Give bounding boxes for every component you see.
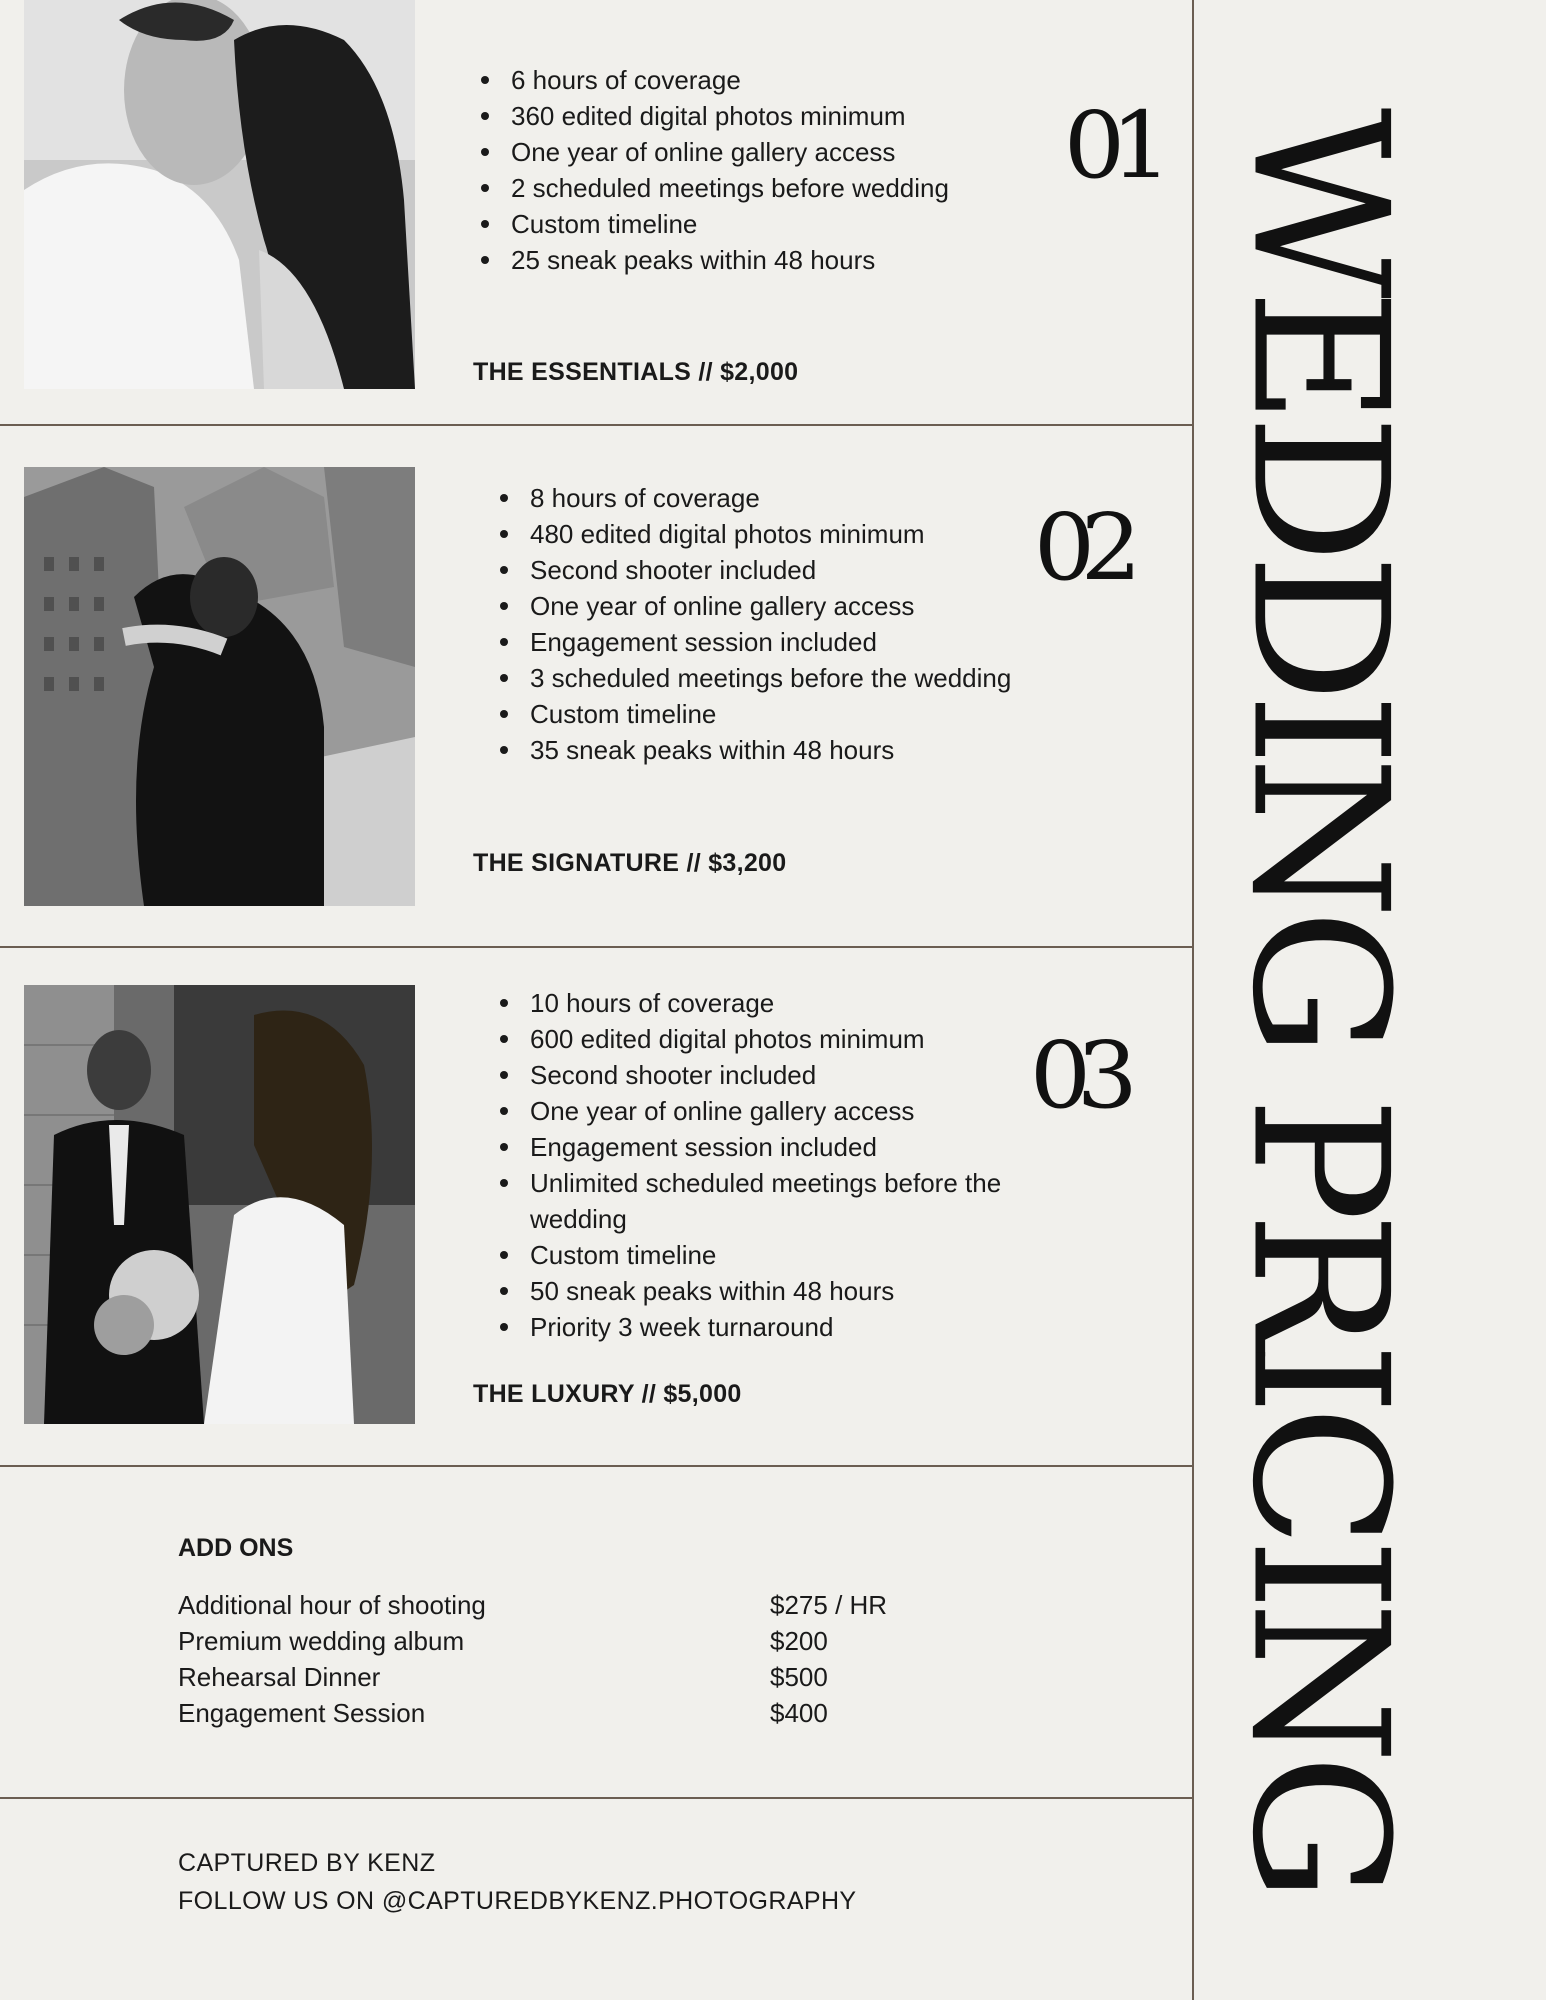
addon-name: Premium wedding album [178,1626,465,1656]
feature-item: 35 sneak peaks within 48 hours [530,732,1050,768]
feature-item: 25 sneak peaks within 48 hours [511,242,1031,278]
feature-item: Unlimited scheduled meetings before the wedding [530,1165,1050,1237]
feature-item: 10 hours of coverage [530,985,1050,1021]
feature-item: 6 hours of coverage [511,62,1031,98]
couple-kiss-photo [24,0,415,389]
addon-row [178,1695,938,1731]
feature-item: 8 hours of coverage [530,480,1050,516]
addon-row [178,1587,938,1623]
addon-price: $200 [770,1626,828,1656]
luxury-feature-list [492,985,1050,1345]
feature-item: One year of online gallery access [530,1093,1050,1129]
feature-item: Custom timeline [530,696,1050,732]
feature-item: Second shooter included [530,1057,1050,1093]
package-number-03: 03 [1029,1022,1124,1129]
section-divider [0,424,1193,426]
couple-hug-city-photo [24,467,415,906]
addon-row [178,1659,938,1695]
essentials-feature-list [473,62,1031,278]
addon-name: Additional hour of shooting [178,1590,486,1620]
addons-list [178,1587,938,1731]
vertical-divider [1192,0,1194,2000]
addon-price: $275 / HR [770,1590,888,1620]
package-number-02: 02 [1033,494,1128,601]
feature-item: Engagement session included [530,624,1050,660]
addon-price: $400 [770,1698,828,1728]
feature-item: 480 edited digital photos minimum [530,516,1050,552]
section-divider [0,946,1193,948]
feature-item: 50 sneak peaks within 48 hours [530,1273,1050,1309]
package-name-essentials: THE ESSENTIALS // $2,000 [473,358,799,386]
feature-item: Engagement session included [530,1129,1050,1165]
section-divider [0,1797,1193,1799]
feature-item: One year of online gallery access [530,588,1050,624]
section-divider [0,1465,1193,1467]
brand-name: CAPTURED BY KENZ [178,1849,436,1877]
addons-title: ADD ONS [178,1534,294,1562]
signature-feature-list [492,480,1050,768]
social-handle: FOLLOW US ON @CAPTUREDBYKENZ.PHOTOGRAPHY [178,1887,857,1915]
feature-item: One year of online gallery access [511,134,1031,170]
addon-name: Rehearsal Dinner [178,1662,381,1692]
addon-name: Engagement Session [178,1698,426,1728]
package-name-luxury: THE LUXURY // $5,000 [473,1380,742,1408]
addon-price: $500 [770,1662,828,1692]
feature-item: Priority 3 week turnaround [530,1309,1050,1345]
feature-item: 3 scheduled meetings before the wedding [530,660,1050,696]
feature-item: 2 scheduled meetings before wedding [511,170,1031,206]
feature-item: Second shooter included [530,552,1050,588]
feature-item: Custom timeline [530,1237,1050,1273]
package-name-signature: THE SIGNATURE // $3,200 [473,849,787,877]
feature-item: 600 edited digital photos minimum [530,1021,1050,1057]
bride-and-father-photo [24,985,415,1424]
package-number-01: 01 [1063,92,1158,199]
addon-row [178,1623,938,1659]
feature-item: 360 edited digital photos minimum [511,98,1031,134]
footer [178,1844,857,1920]
feature-item: Custom timeline [511,206,1031,242]
wedding-pricing-title: WEDDING PRICING [1211,107,1429,1893]
